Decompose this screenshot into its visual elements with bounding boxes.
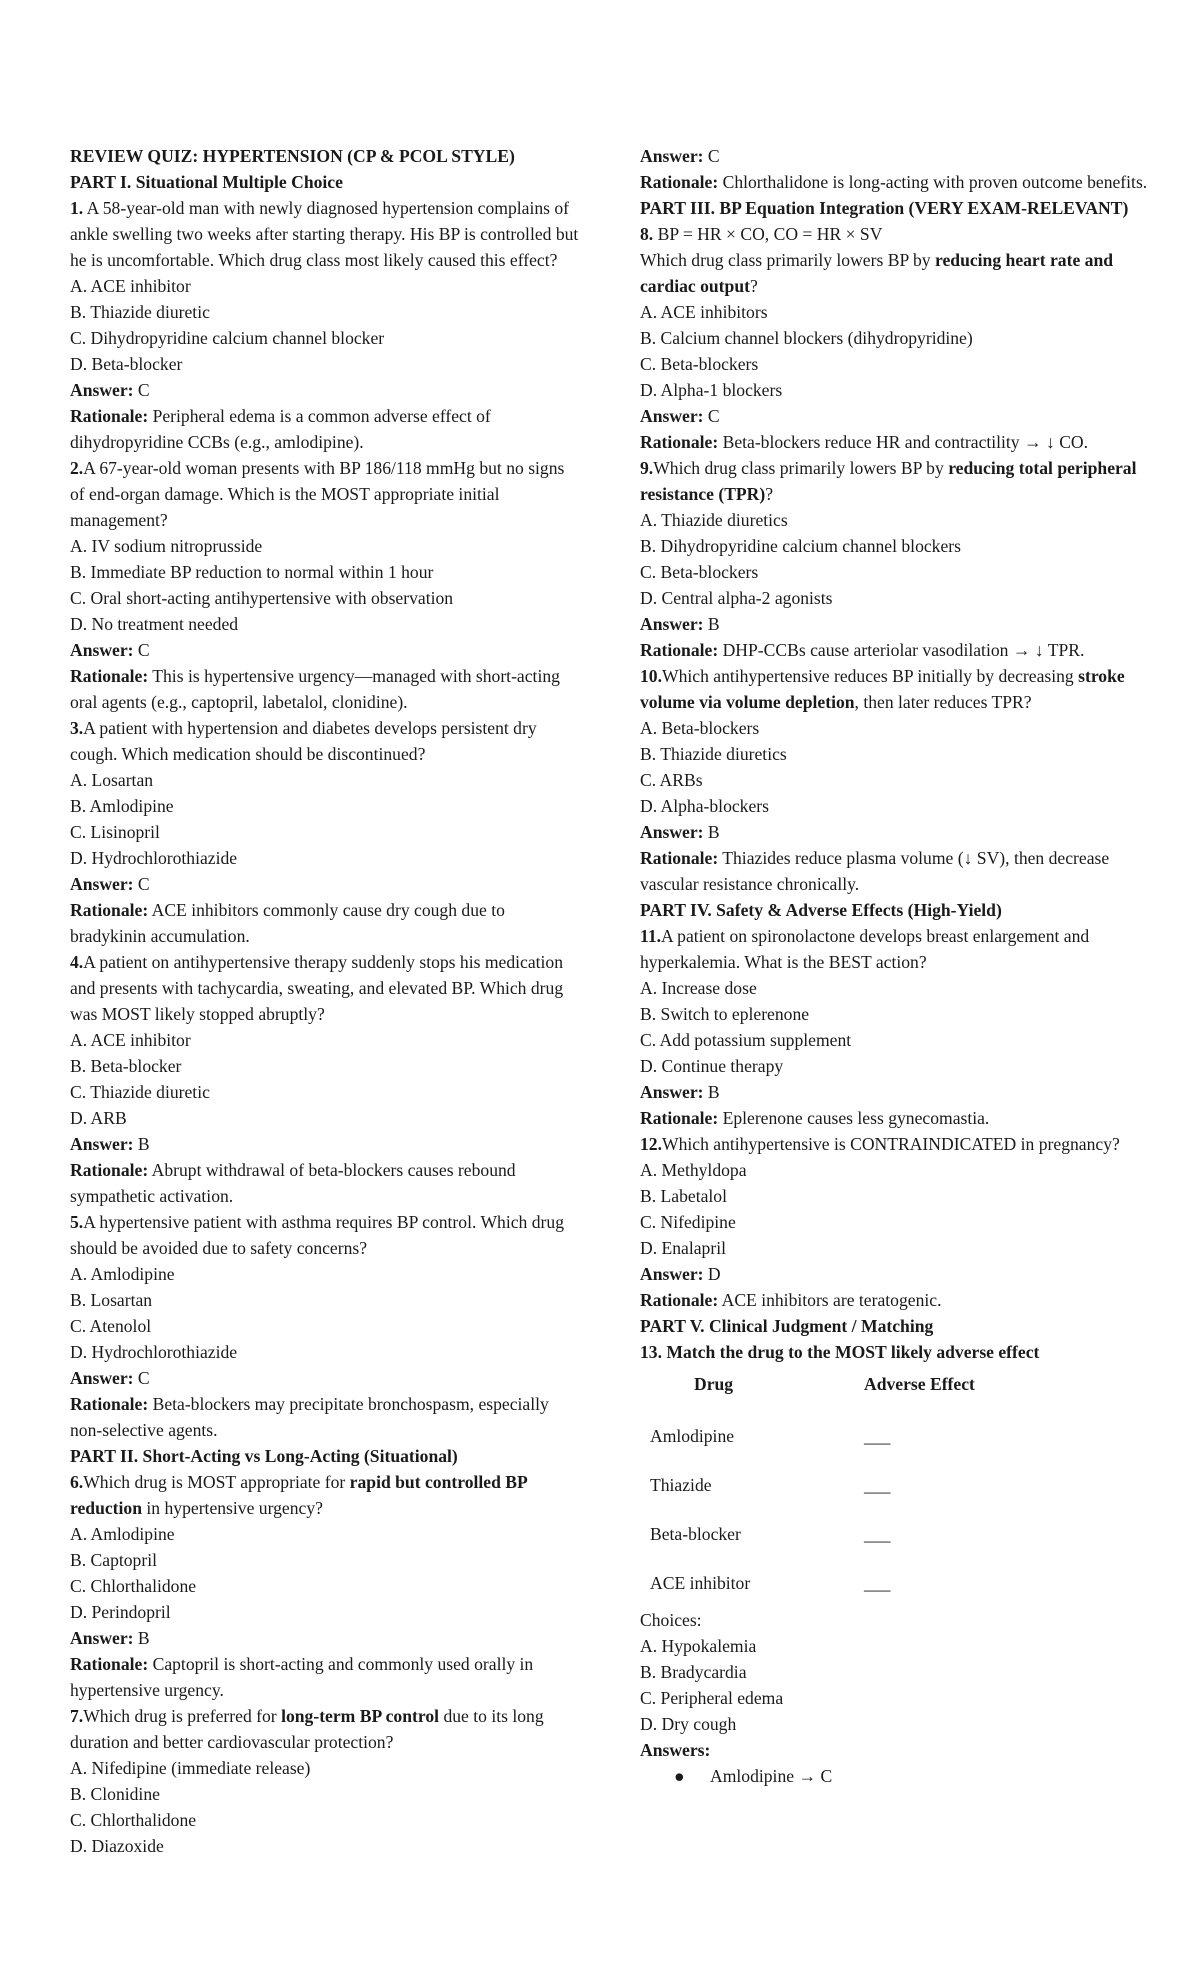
answer <box>640 611 1150 637</box>
rationale-text: Beta-blockers may precipitate bronchospasm, especially non-selective agents. <box>70 1394 549 1440</box>
answer <box>640 819 1150 845</box>
question-text: Which drug is preferred for <box>83 1706 282 1726</box>
rationale <box>70 897 580 949</box>
option-d: D. Alpha-blockers <box>640 796 769 816</box>
rationale-text: Chlorthalidone is long-acting with proven outcome benefits. <box>718 172 1148 192</box>
drug-name: Thiazide <box>650 1474 712 1495</box>
option-c: C. Dihydropyridine calcium channel blocker <box>70 328 385 348</box>
answer-value: C <box>703 146 720 166</box>
question-12 <box>640 1131 1150 1157</box>
rationale <box>70 1391 580 1443</box>
question-number: 2. <box>70 458 84 478</box>
part-1-heading: PART I. Situational Multiple Choice <box>70 172 343 192</box>
option-a: A. Nifedipine (immediate release) <box>70 1758 311 1778</box>
rationale <box>640 845 1150 897</box>
option-c: C. Chlorthalidone <box>70 1810 197 1830</box>
rationale-label: Rationale: <box>70 900 149 920</box>
question-emphasis: reducing total peripheral resistance (TPR) <box>640 458 1137 504</box>
question-number: 6. <box>70 1472 84 1492</box>
answer-label: Answer: <box>640 1264 704 1284</box>
answer-label: Answer: <box>70 874 134 894</box>
option-b: B. Dihydropyridine calcium channel blockers <box>640 536 961 556</box>
question-1 <box>70 195 580 273</box>
answer-label: Answer: <box>640 822 704 842</box>
left-column <box>70 143 580 1859</box>
matching-table-header <box>648 1369 975 1411</box>
question-9 <box>640 455 1150 507</box>
answer <box>640 143 1150 169</box>
option-c: C. Atenolol <box>70 1316 152 1336</box>
option-c: C. Beta-blockers <box>640 354 759 374</box>
equation-text: BP = HR × CO, CO = HR × SV <box>653 224 883 244</box>
question-text: A 58-year-old man with newly diagnosed hypertension complains of ankle swelling two weeks after starting therapy. His BP is controlled but he is uncomfortable. Which drug class most likely caused this effect? <box>70 198 579 270</box>
rationale-text: DHP-CCBs cause arteriolar vasodilation → ↓ TPR. <box>718 640 1085 660</box>
option-b: B. Thiazide diuretics <box>640 744 787 764</box>
part-2-heading: PART II. Short-Acting vs Long-Acting (Situational) <box>70 1446 458 1466</box>
option-b: B. Amlodipine <box>70 796 174 816</box>
choice-c: C. Peripheral edema <box>640 1688 784 1708</box>
question-text-end: , then later reduces TPR? <box>854 692 1032 712</box>
question-7 <box>70 1703 580 1755</box>
rationale <box>640 1105 1150 1131</box>
rationale <box>70 663 580 715</box>
answer-label: Answer: <box>70 1628 134 1648</box>
question-2 <box>70 455 580 533</box>
option-c: C. Thiazide diuretic <box>70 1082 210 1102</box>
question-number: 9. <box>640 458 654 478</box>
question-8-equation <box>640 221 1150 247</box>
bullet-icon: ● <box>674 1766 685 1786</box>
answer-value: B <box>133 1134 150 1154</box>
option-a: A. Thiazide diuretics <box>640 510 788 530</box>
question-4 <box>70 949 580 1027</box>
question-emphasis: stroke volume via volume depletion <box>640 666 1125 712</box>
option-b: B. Clonidine <box>70 1784 160 1804</box>
option-b: B. Losartan <box>70 1290 153 1310</box>
answer <box>70 377 580 403</box>
part-4-heading: PART IV. Safety & Adverse Effects (High-Yield) <box>640 900 1002 920</box>
answer-label: Answer: <box>70 380 134 400</box>
option-b: B. Calcium channel blockers (dihydropyridine) <box>640 328 973 348</box>
rationale-text: Thiazides reduce plasma volume (↓ SV), then decrease vascular resistance chronically. <box>640 848 1110 894</box>
option-b: B. Captopril <box>70 1550 157 1570</box>
right-column <box>640 143 1150 1789</box>
option-d: D. Hydrochlorothiazide <box>70 1342 238 1362</box>
choice-a: A. Hypokalemia <box>640 1636 757 1656</box>
option-d: D. Diazoxide <box>70 1836 164 1856</box>
part-5-heading: PART V. Clinical Judgment / Matching <box>640 1316 934 1336</box>
rationale-label: Rationale: <box>640 432 719 452</box>
question-number: 3. <box>70 718 84 738</box>
question-6 <box>70 1469 580 1521</box>
question-text-end: ? <box>749 276 758 296</box>
effect-blank: ___ <box>864 1474 891 1495</box>
question-number: 7. <box>70 1706 84 1726</box>
option-d: D. Enalapril <box>640 1238 726 1258</box>
question-number: 12. <box>640 1134 662 1154</box>
rationale-label: Rationale: <box>70 1160 149 1180</box>
answer <box>70 871 580 897</box>
drug-name: ACE inhibitor <box>650 1572 751 1593</box>
option-a: A. IV sodium nitroprusside <box>70 536 263 556</box>
table-row <box>648 1411 975 1460</box>
answer-pair: Amlodipine → C <box>710 1766 833 1786</box>
drug-column-header: Drug <box>694 1374 734 1394</box>
option-a: A. ACE inhibitor <box>70 1030 191 1050</box>
answer <box>640 1079 1150 1105</box>
answer-label: Answer: <box>640 1082 704 1102</box>
option-d: D. ARB <box>70 1108 127 1128</box>
rationale-label: Rationale: <box>640 848 719 868</box>
list-item <box>640 1763 1150 1789</box>
question-number: 11. <box>640 926 662 946</box>
rationale-label: Rationale: <box>70 406 149 426</box>
rationale <box>640 637 1150 663</box>
rationale-text: Peripheral edema is a common adverse effect of dihydropyridine CCBs (e.g., amlodipine). <box>70 406 491 452</box>
option-d: D. Beta-blocker <box>70 354 183 374</box>
table-row <box>648 1558 975 1607</box>
option-b: B. Thiazide diuretic <box>70 302 210 322</box>
rationale-label: Rationale: <box>70 1654 149 1674</box>
choice-b: B. Bradycardia <box>640 1662 747 1682</box>
answers-label: Answers: <box>640 1740 711 1760</box>
answer-value: B <box>703 822 720 842</box>
choices-label: Choices: <box>640 1610 702 1630</box>
effect-blank: ___ <box>864 1425 891 1446</box>
question-number: 4. <box>70 952 84 972</box>
option-a: A. Amlodipine <box>70 1264 175 1284</box>
question-text: A hypertensive patient with asthma requires BP control. Which drug should be avoided due to safety concerns? <box>70 1212 564 1258</box>
rationale-text: Abrupt withdrawal of beta-blockers causes rebound sympathetic activation. <box>70 1160 516 1206</box>
rationale-label: Rationale: <box>640 1108 719 1128</box>
option-a: A. ACE inhibitor <box>70 276 191 296</box>
question-text: Which drug is MOST appropriate for <box>83 1472 350 1492</box>
option-d: D. Hydrochlorothiazide <box>70 848 238 868</box>
question-11 <box>640 923 1150 975</box>
rationale-text: Captopril is short-acting and commonly used orally in hypertensive urgency. <box>70 1654 534 1700</box>
option-d: D. Continue therapy <box>640 1056 784 1076</box>
rationale-text: Beta-blockers reduce HR and contractility → ↓ CO. <box>718 432 1089 452</box>
question-emphasis: rapid but controlled BP reduction <box>70 1472 527 1518</box>
option-d: D. Perindopril <box>70 1602 171 1622</box>
question-text: A patient on antihypertensive therapy suddenly stops his medication and presents with tachycardia, sweating, and elevated BP. Which drug was MOST likely stopped abruptly? <box>70 952 564 1024</box>
rationale <box>640 169 1150 195</box>
answer-value: C <box>133 380 150 400</box>
table-row <box>648 1460 975 1509</box>
question-text: A patient with hypertension and diabetes develops persistent dry cough. Which medication should be discontinued? <box>70 718 537 764</box>
table-row <box>648 1509 975 1558</box>
rationale <box>640 1287 1150 1313</box>
answer-value: C <box>703 406 720 426</box>
answer-label: Answer: <box>640 614 704 634</box>
option-b: B. Switch to eplerenone <box>640 1004 810 1024</box>
option-c: C. ARBs <box>640 770 703 790</box>
option-a: A. Methyldopa <box>640 1160 747 1180</box>
option-c: C. Chlorthalidone <box>70 1576 197 1596</box>
option-c: C. Add potassium supplement <box>640 1030 852 1050</box>
question-8 <box>640 247 1150 299</box>
question-number: 8. <box>640 224 654 244</box>
question-emphasis: long-term BP control <box>281 1706 440 1726</box>
rationale <box>70 1651 580 1703</box>
option-a: A. Beta-blockers <box>640 718 760 738</box>
option-c: C. Nifedipine <box>640 1212 736 1232</box>
question-number: 1. <box>70 198 84 218</box>
answer <box>640 1261 1150 1287</box>
question-text-end: ? <box>765 484 774 504</box>
answer-value: B <box>703 614 720 634</box>
option-c: C. Lisinopril <box>70 822 160 842</box>
option-b: B. Labetalol <box>640 1186 727 1206</box>
rationale-label: Rationale: <box>640 172 719 192</box>
rationale-label: Rationale: <box>70 666 149 686</box>
answer-value: C <box>133 1368 150 1388</box>
answer-label: Answer: <box>70 640 134 660</box>
answer-label: Answer: <box>640 406 704 426</box>
question-number: 5. <box>70 1212 84 1232</box>
answer <box>70 637 580 663</box>
rationale-label: Rationale: <box>640 640 719 660</box>
question-3 <box>70 715 580 767</box>
rationale <box>70 1157 580 1209</box>
question-5 <box>70 1209 580 1261</box>
question-text: A patient on spironolactone develops breast enlargement and hyperkalemia. What is the BEST action? <box>640 926 1090 972</box>
answer-label: Answer: <box>70 1368 134 1388</box>
drug-name: Amlodipine <box>650 1425 735 1446</box>
rationale-text: ACE inhibitors commonly cause dry cough due to bradykinin accumulation. <box>70 900 505 946</box>
matching-table <box>648 1369 975 1607</box>
question-text: Which drug class primarily lowers BP by <box>653 458 949 478</box>
rationale <box>70 403 580 455</box>
part-3-heading: PART III. BP Equation Integration (VERY EXAM-RELEVANT) <box>640 198 1129 218</box>
question-text: Which drug class primarily lowers BP by <box>640 250 935 270</box>
option-b: B. Beta-blocker <box>70 1056 182 1076</box>
option-d: D. No treatment needed <box>70 614 239 634</box>
answer-value: D <box>703 1264 721 1284</box>
choice-d: D. Dry cough <box>640 1714 737 1734</box>
option-a: A. Losartan <box>70 770 154 790</box>
question-text-end: due to its long duration and better cardiovascular protection? <box>70 1706 544 1752</box>
answer <box>70 1625 580 1651</box>
answer-value: B <box>703 1082 720 1102</box>
effect-blank: ___ <box>864 1572 891 1593</box>
option-c: C. Beta-blockers <box>640 562 759 582</box>
option-a: A. Amlodipine <box>70 1524 175 1544</box>
option-a: A. ACE inhibitors <box>640 302 768 322</box>
option-c: C. Oral short-acting antihypertensive with observation <box>70 588 454 608</box>
rationale-label: Rationale: <box>70 1394 149 1414</box>
question-text-end: in hypertensive urgency? <box>142 1498 323 1518</box>
question-13-heading: 13. Match the drug to the MOST likely adverse effect <box>640 1342 1040 1362</box>
question-emphasis: reducing heart rate and cardiac output <box>640 250 1114 296</box>
answer-value: C <box>133 640 150 660</box>
answer-value: B <box>133 1628 150 1648</box>
effect-blank: ___ <box>864 1523 891 1544</box>
rationale-text: ACE inhibitors are teratogenic. <box>718 1290 942 1310</box>
rationale-label: Rationale: <box>640 1290 719 1310</box>
question-10 <box>640 663 1150 715</box>
option-d: D. Alpha-1 blockers <box>640 380 783 400</box>
answer-label: Answer: <box>70 1134 134 1154</box>
answer-label: Answer: <box>640 146 704 166</box>
question-text: A 67-year-old woman presents with BP 186/118 mmHg but no signs of end-organ damage. Which is the MOST appropriate initial management? <box>70 458 565 530</box>
rationale-text: This is hypertensive urgency—managed with short-acting oral agents (e.g., captopril, labetalol, clonidine). <box>70 666 560 712</box>
rationale <box>640 429 1150 455</box>
question-text: Which antihypertensive is CONTRAINDICATED in pregnancy? <box>662 1134 1120 1154</box>
option-d: D. Central alpha-2 agonists <box>640 588 833 608</box>
rationale-text: Eplerenone causes less gynecomastia. <box>718 1108 990 1128</box>
option-b: B. Immediate BP reduction to normal within 1 hour <box>70 562 434 582</box>
answer <box>640 403 1150 429</box>
option-a: A. Increase dose <box>640 978 757 998</box>
answer <box>70 1131 580 1157</box>
effect-column-header: Adverse Effect <box>864 1374 975 1394</box>
answer <box>70 1365 580 1391</box>
quiz-title: REVIEW QUIZ: HYPERTENSION (CP & PCOL STYLE) <box>70 146 515 166</box>
answer-value: C <box>133 874 150 894</box>
drug-name: Beta-blocker <box>650 1523 741 1544</box>
question-text: Which antihypertensive reduces BP initially by decreasing <box>662 666 1079 686</box>
question-number: 10. <box>640 666 662 686</box>
